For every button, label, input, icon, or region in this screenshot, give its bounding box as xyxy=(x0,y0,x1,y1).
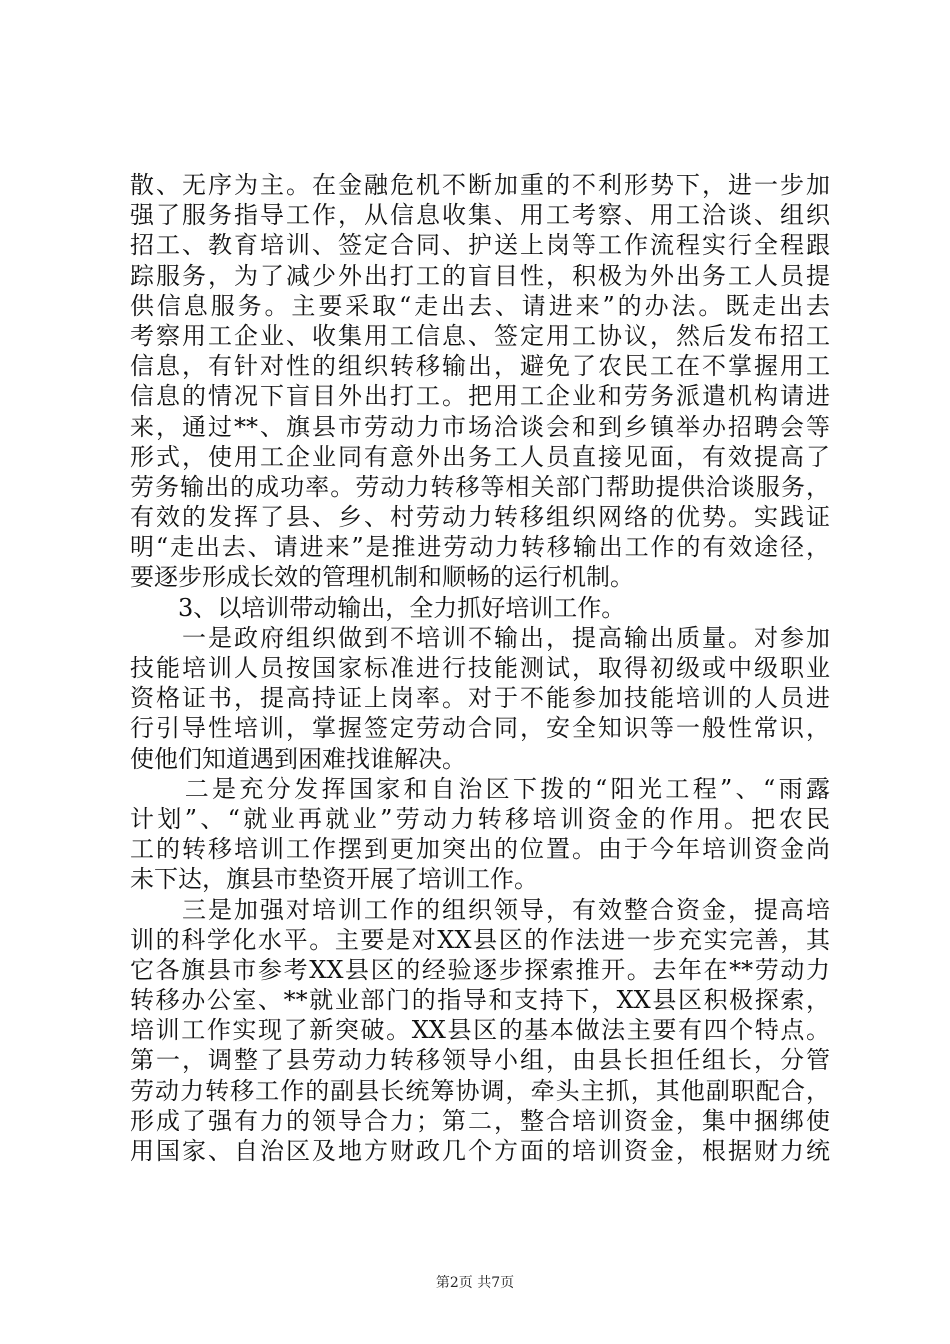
text-line: 行引导性培训，掌握签定劳动合同，安全知识等一般性常识， xyxy=(130,714,830,743)
text-line: 资格证书，提高持证上岗率。对于不能参加技能培训的人员进 xyxy=(130,684,830,713)
text-line: 使他们知道遇到困难找谁解决。 xyxy=(130,744,466,773)
text-line: 散、无序为主。在金融危机不断加重的不利形势下，进一步加 xyxy=(130,171,830,199)
text-line: 强了服务指导工作，从信息收集、用工考察、用工洽谈、组织 xyxy=(130,201,830,230)
text-line: 工的转移培训工作摆到更加突出的位置。由于今年培训资金尚 xyxy=(130,835,830,864)
text-line: 供信息服务。主要采取“走出去、请进来”的办法。既走出去 xyxy=(130,291,830,320)
text-line: 劳务输出的成功率。劳动力转移等相关部门帮助提供洽谈服务， xyxy=(130,472,830,501)
text-line: 未下达，旗县市垫资开展了培训工作。 xyxy=(130,865,538,894)
text-line: 训的科学化水平。主要是对XX县区的作法进一步充实完善，其 xyxy=(130,925,830,954)
text-line: 信息，有针对性的组织转移输出，避免了农民工在不掌握用工 xyxy=(130,352,830,381)
document-body xyxy=(130,170,830,1166)
text-line: 有效的发挥了县、乡、村劳动力转移组织网络的优势。实践证 xyxy=(130,503,830,532)
text-line: 三是加强对培训工作的组织领导，有效整合资金，提高培 xyxy=(130,895,830,924)
text-line: 培训工作实现了新突破。XX县区的基本做法主要有四个特点。 xyxy=(130,1016,830,1045)
text-line: 踪服务，为了减少外出打工的盲目性，积极为外出务工人员提 xyxy=(130,261,830,290)
text-line: 计划”、“就业再就业”劳动力转移培训资金的作用。把农民 xyxy=(130,804,830,833)
text-line: 信息的情况下盲目外出打工。把用工企业和劳务派遣机构请进 xyxy=(130,382,830,411)
text-line: 要逐步形成长效的管理机制和顺畅的运行机制。 xyxy=(130,563,634,592)
text-line: 招工、教育培训、签定合同、护送上岗等工作流程实行全程跟 xyxy=(130,231,830,260)
text-line: 第一，调整了县劳动力转移领导小组，由县长担任组长，分管 xyxy=(130,1046,830,1075)
text-line: 转移办公室、**就业部门的指导和支持下，XX县区积极探索， xyxy=(130,986,830,1015)
text-line: 明“走出去、请进来”是推进劳动力转移输出工作的有效途径， xyxy=(130,533,830,562)
text-line: 形成了强有力的领导合力；第二，整合培训资金，集中捆绑使 xyxy=(130,1106,830,1135)
text-line: 3、以培训带动输出，全力抓好培训工作。 xyxy=(130,593,626,622)
text-line: 它各旗县市参考XX县区的经验逐步探索推开。去年在**劳动力 xyxy=(130,955,830,984)
page-footer: 第2页 共7页 xyxy=(435,1275,515,1291)
text-line: 一是政府组织做到不培训不输出，提高输出质量。对参加 xyxy=(130,623,830,652)
text-line: 劳动力转移工作的副县长统筹协调，牵头主抓，其他副职配合， xyxy=(130,1076,830,1105)
text-line: 考察用工企业、收集用工信息、签定用工协议，然后发布招工 xyxy=(130,321,830,350)
text-line: 来，通过**、旗县市劳动力市场洽谈会和到乡镇举办招聘会等 xyxy=(130,412,830,441)
text-line: 二是充分发挥国家和自治区下拨的“阳光工程”、“雨露 xyxy=(130,774,830,803)
text-line: 技能培训人员按国家标准进行技能测试，取得初级或中级职业 xyxy=(130,654,830,682)
text-line: 用国家、自治区及地方财政几个方面的培训资金，根据财力统 xyxy=(130,1137,830,1165)
text-line: 形式，使用工企业同有意外出务工人员直接见面，有效提高了 xyxy=(130,442,830,471)
